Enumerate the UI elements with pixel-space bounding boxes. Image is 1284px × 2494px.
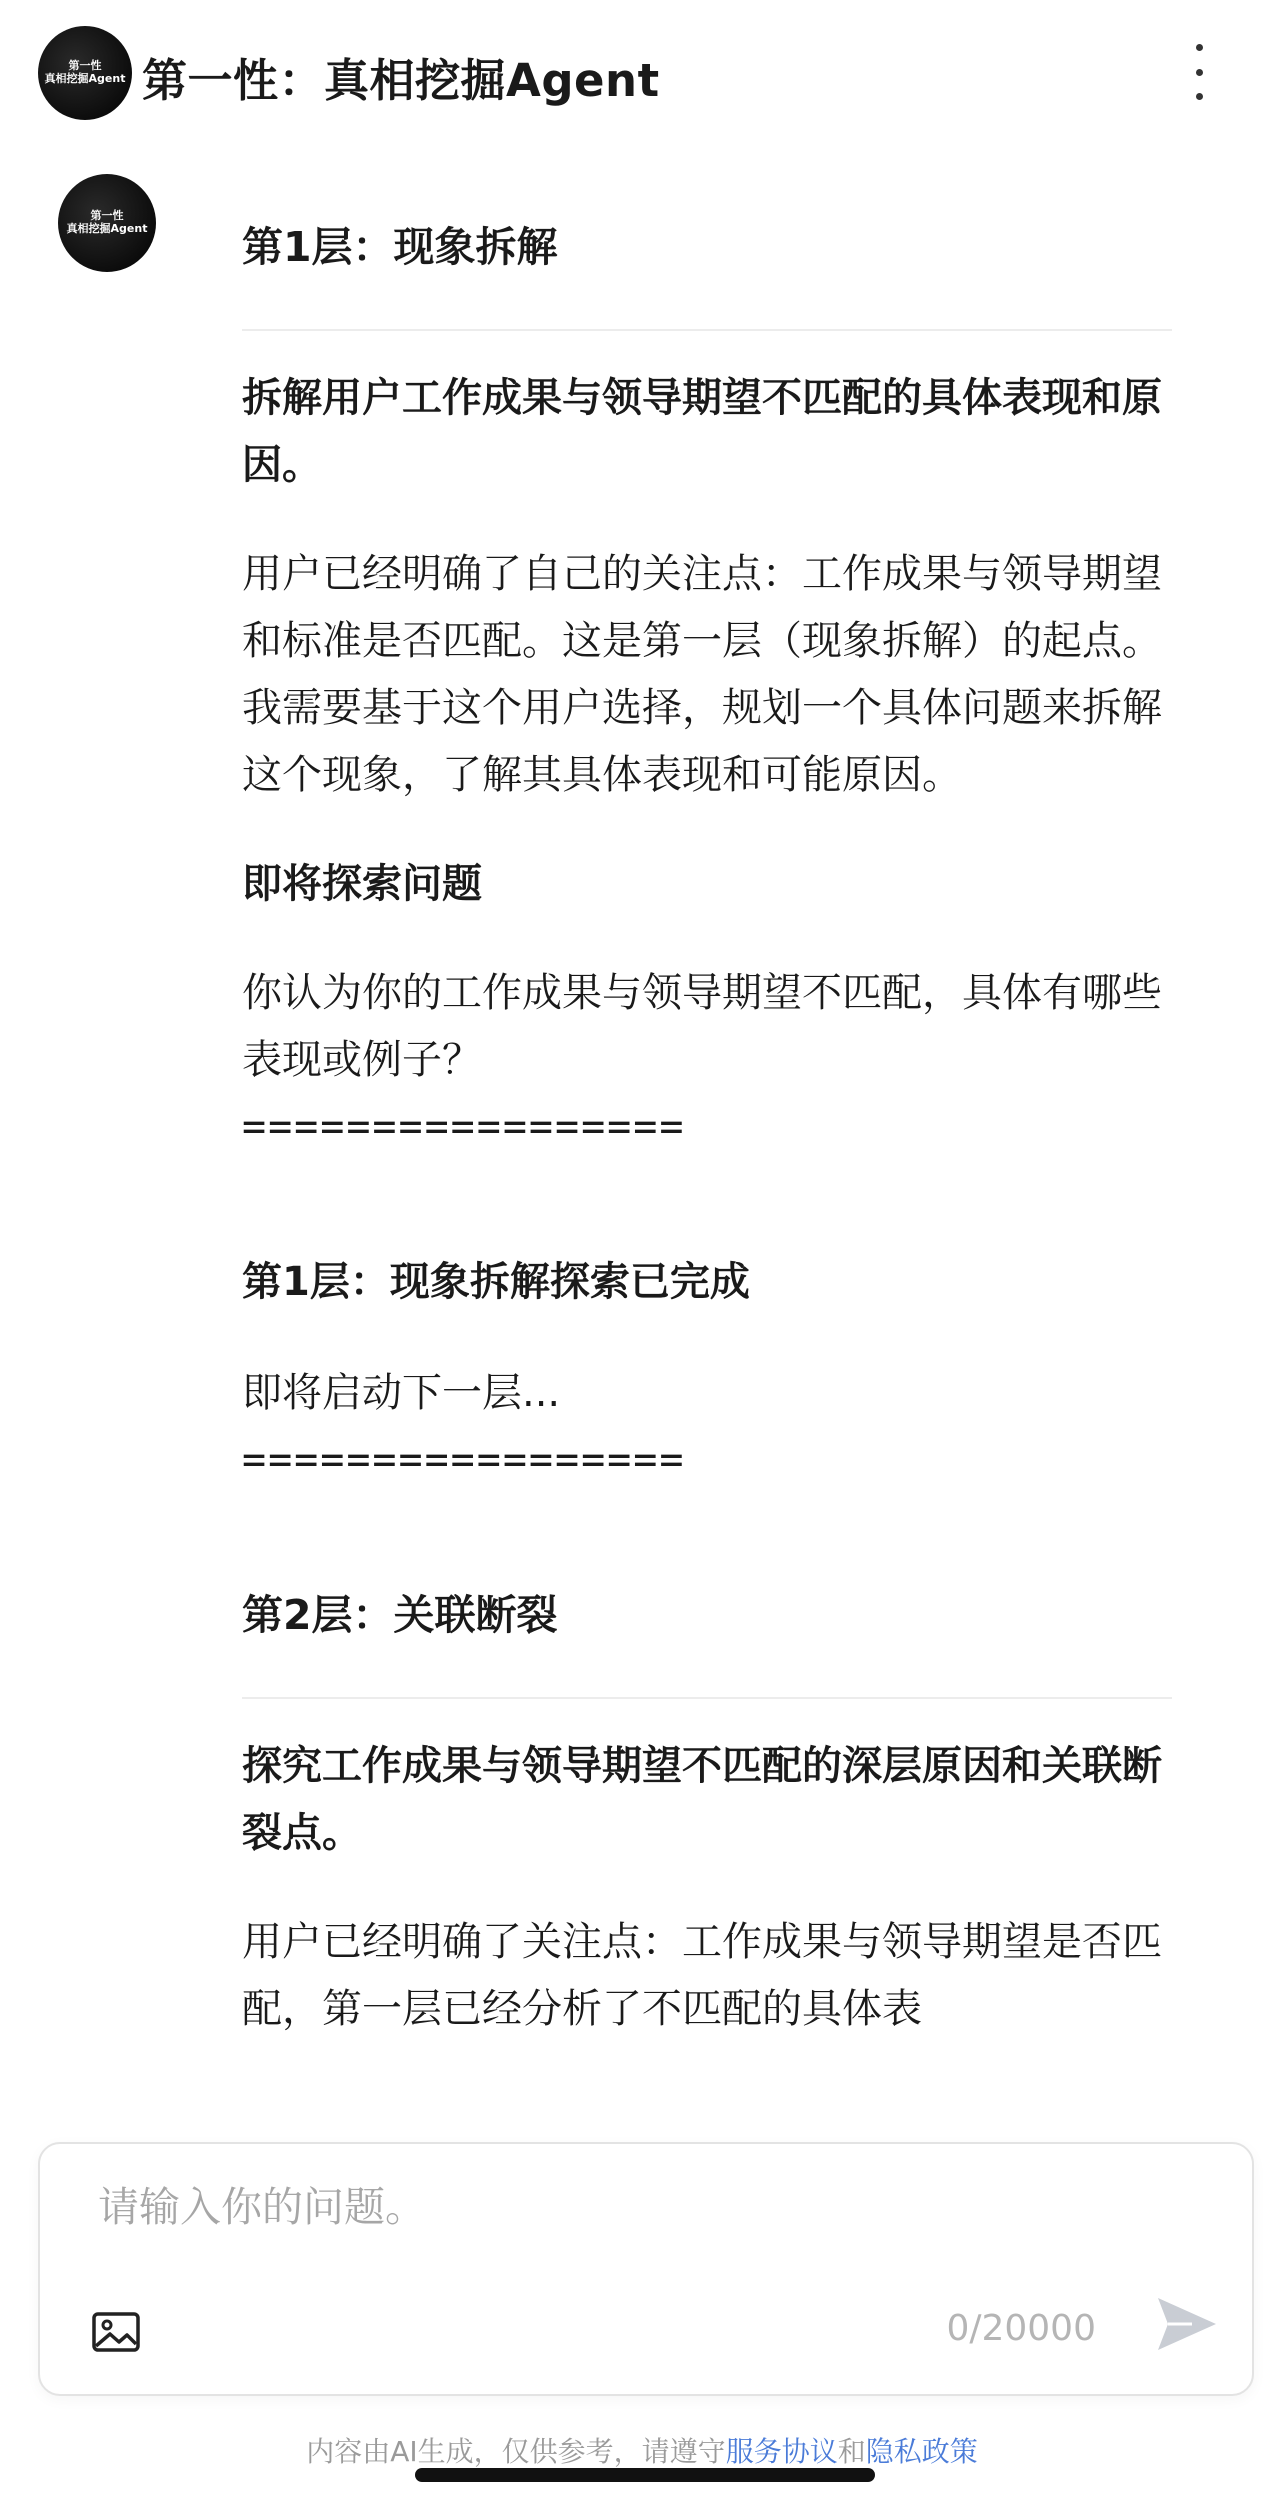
page-title: 第一性：真相挖掘Agent	[142, 54, 660, 107]
char-counter: 0/20000	[946, 2308, 1096, 2349]
agent-avatar[interactable]	[38, 26, 132, 120]
home-indicator[interactable]	[415, 2468, 875, 2482]
layer1-done: 第1层：现象拆解探索已完成	[242, 1259, 750, 1305]
layer2-title: 第2层：关联断裂	[242, 1591, 558, 1639]
layer2-goal: 探究工作成果与领导期望不匹配的深层原因和关联断裂点。	[242, 1743, 1162, 1856]
layer1-reasoning: 用户已经明确了自己的关注点：工作成果与领导期望和标准是否匹配。这是第一层（现象拆解）的起点。我需要基于这个用户选择，规划一个具体问题来拆解这个现象，了解其具体表现和可能原因。	[242, 551, 1162, 798]
question-input[interactable]	[96, 2182, 1000, 2232]
terms-link[interactable]: 服务协议	[725, 2435, 838, 2468]
message-avatar	[58, 174, 156, 272]
avatar-line2: 真相挖掘Agent	[44, 72, 126, 85]
divider	[242, 1697, 1172, 1699]
avatar-line2: 真相挖掘Agent	[66, 222, 148, 235]
avatar-line1: 第一性	[68, 59, 102, 73]
upload-image-button[interactable]	[86, 2302, 146, 2362]
send-button[interactable]	[1148, 2286, 1224, 2362]
more-options-button[interactable]	[1176, 44, 1222, 100]
more-vertical-icon	[1196, 44, 1203, 51]
send-icon	[1148, 2286, 1224, 2362]
upcoming-heading: 即将探索问题	[242, 861, 482, 907]
chat-input-box	[38, 2142, 1254, 2396]
chat-header	[0, 0, 1284, 150]
next-layer-text: 即将启动下一层...	[242, 1370, 561, 1416]
upcoming-question: 你认为你的工作成果与领导期望不匹配，具体有哪些表现或例子？	[242, 970, 1162, 1083]
image-icon	[86, 2302, 146, 2362]
disclaimer-text: 内容由AI生成，仅供参考，请遵守	[306, 2435, 726, 2468]
privacy-link[interactable]: 隐私政策	[865, 2435, 978, 2468]
avatar-line1: 第一性	[90, 209, 124, 223]
separator-line: =================	[242, 1437, 686, 1483]
layer1-title: 第1层：现象拆解	[242, 223, 558, 271]
layer2-reasoning: 用户已经明确了关注点：工作成果与领导期望是否匹配，第一层已经分析了不匹配的具体表	[242, 1919, 1162, 2032]
separator-line: =================	[242, 1104, 686, 1150]
layer1-goal: 拆解用户工作成果与领导期望不匹配的具体表现和原因。	[242, 375, 1162, 488]
disclaimer	[0, 2430, 1284, 2470]
divider	[242, 329, 1172, 331]
agent-message	[242, 200, 1172, 2118]
disclaimer-and: 和	[837, 2435, 866, 2468]
